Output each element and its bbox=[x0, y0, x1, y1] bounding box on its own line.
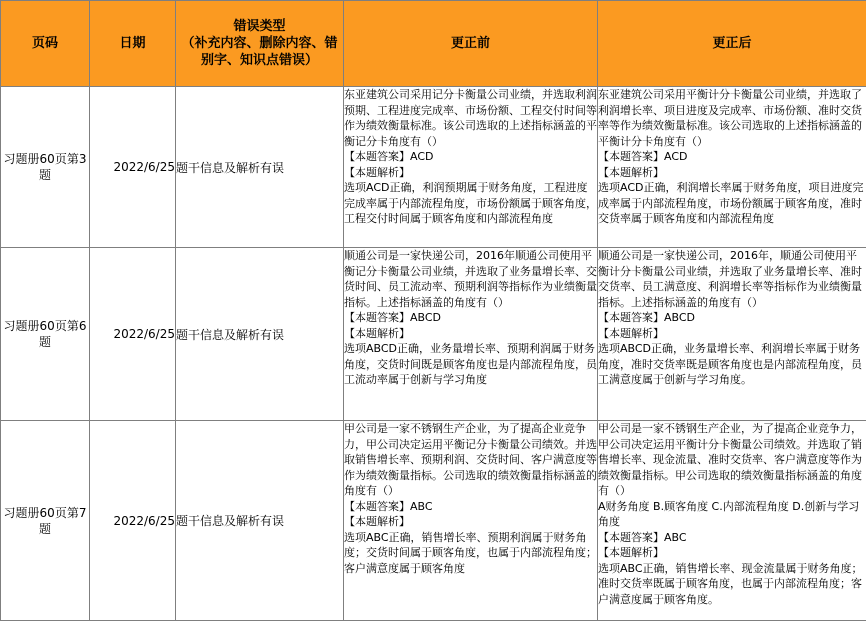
before-question: 东亚建筑公司采用记分卡衡量公司业绩，并选取利润预期、工程进度完成率、市场份额、工程交付时间等作为绩效衡量标准。该公司选取的上述指标涵盖的平衡记分卡角度有（） bbox=[344, 88, 597, 148]
after-question: 东亚建筑公司采用平衡计分卡衡量公司业绩，并选取了利润增长率、项目进度及完成率、市场份额、准时交货率等作为绩效衡量标准。该公司选取的上述指标涵盖的平衡计分卡角度有（） bbox=[598, 88, 862, 148]
header-date[interactable]: 日期 bbox=[90, 1, 176, 87]
error-type-cell[interactable]: 题干信息及解析有误 bbox=[176, 87, 344, 248]
after-analysis-label: 【本题解析】 bbox=[598, 546, 664, 559]
after-answer: 【本题答案】ACD bbox=[598, 150, 688, 163]
page-cell[interactable]: 习题册60页第3题 bbox=[1, 87, 90, 248]
after-options: A财务角度 B.顾客角度 C.内部流程角度 D.创新与学习角度 bbox=[598, 499, 860, 528]
after-analysis: 选项ACD正确，利润增长率属于财务角度，项目进度完成率属于内部流程角度，市场份额属于顾客角度，准时交货率属于顾客角度和内部流程角度 bbox=[598, 181, 864, 225]
date-cell[interactable]: 2022/6/25 bbox=[90, 421, 176, 621]
before-question: 顺通公司是一家快递公司，2016年顺通公司使用平衡记分卡衡量公司业绩，并选取了业务量增长率、交货时间、员工流动率、预期利润等指标作为业绩衡量指标。上述指标涵盖的角度有（） bbox=[344, 249, 597, 309]
after-cell[interactable] bbox=[598, 248, 866, 421]
after-answer: 【本题答案】ABCD bbox=[598, 311, 696, 324]
after-answer: 【本题答案】ABC bbox=[598, 530, 687, 544]
table-row bbox=[1, 421, 866, 621]
after-question: 甲公司是一家不锈钢生产企业，为了提高企业竞争力，甲公司决定运用平衡计分卡衡量公司绩效。并选取了销售增长率、现金流量、准时交货率、客户满意度等作为绩效衡量指标。甲公司选取的绩效衡量指标涵盖的角度有（） bbox=[598, 422, 862, 497]
before-analysis: 选项ABCD正确，业务量增长率、预期利润属于财务角度，交货时间既是顾客角度也是内部流程角度，员工流动率属于创新与学习角度 bbox=[344, 342, 597, 386]
header-error-type-text: 错误类型 （补充内容、删除内容、错别字、知识点错误） bbox=[181, 19, 338, 68]
before-analysis-label: 【本题解析】 bbox=[344, 165, 410, 179]
table-row bbox=[1, 87, 866, 248]
after-analysis-label: 【本题解析】 bbox=[598, 326, 664, 340]
before-answer: 【本题答案】ACD bbox=[344, 150, 434, 163]
before-analysis: 选项ACD正确，利润预期属于财务角度，工程进度完成率属于内部流程角度，市场份额属于顾客角度，工程交付时间属于顾客角度和内部流程角度 bbox=[344, 181, 597, 225]
before-analysis-label: 【本题解析】 bbox=[344, 326, 410, 340]
header-before[interactable]: 更正前 bbox=[344, 1, 598, 87]
error-type-cell[interactable]: 题干信息及解析有误 bbox=[176, 248, 344, 421]
page-cell[interactable]: 习题册60页第7题 bbox=[1, 421, 90, 621]
date-cell[interactable]: 2022/6/25 bbox=[90, 248, 176, 421]
before-cell[interactable] bbox=[344, 248, 598, 421]
page-cell[interactable]: 习题册60页第6题 bbox=[1, 248, 90, 421]
after-cell[interactable] bbox=[598, 87, 866, 248]
before-cell[interactable] bbox=[344, 421, 598, 621]
before-answer: 【本题答案】ABC bbox=[344, 499, 433, 513]
after-analysis: 选项ABCD正确，业务量增长率、利润增长率属于财务角度，准时交货率既是顾客角度也是内部流程角度，员工满意度属于创新与学习角度。 bbox=[598, 342, 862, 386]
before-question: 甲公司是一家不锈钢生产企业，为了提高企业竞争力，甲公司决定运用平衡记分卡衡量公司绩效。并选取销售增长率、预期利润、交货时间、客户满意度等作为绩效衡量指标。公司选取的绩效衡量指标涵盖的角度有（） bbox=[344, 422, 597, 497]
error-type-cell[interactable]: 题干信息及解析有误 bbox=[176, 421, 344, 621]
header-error-type[interactable] bbox=[176, 1, 344, 87]
date-cell[interactable]: 2022/6/25 bbox=[90, 87, 176, 248]
before-analysis-label: 【本题解析】 bbox=[344, 515, 410, 528]
before-analysis: 选项ABC正确，销售增长率、预期利润属于财务角度；交货时间属于顾客角度，也属于内部流程角度；客户满意度属于顾客角度 bbox=[344, 530, 597, 575]
after-cell[interactable] bbox=[598, 421, 866, 621]
header-row bbox=[1, 1, 866, 87]
table-row bbox=[1, 248, 866, 421]
before-cell[interactable] bbox=[344, 87, 598, 248]
after-question: 顺通公司是一家快递公司，2016年，顺通公司使用平衡计分卡衡量公司业绩，并选取了业务量增长率、准时交货率、员工满意度、利润增长率等指标作为业绩衡量指标。上述指标涵盖的角度有（） bbox=[598, 249, 862, 309]
before-answer: 【本题答案】ABCD bbox=[344, 311, 442, 324]
header-page[interactable]: 页码 bbox=[1, 1, 90, 87]
after-analysis-label: 【本题解析】 bbox=[598, 165, 664, 179]
after-analysis: 选项ABC正确，销售增长率、现金流量属于财务角度；准时交货率既属于顾客角度，也属于内部流程角度；客户满意度属于顾客角度。 bbox=[598, 561, 863, 606]
header-after[interactable]: 更正后 bbox=[598, 1, 866, 87]
